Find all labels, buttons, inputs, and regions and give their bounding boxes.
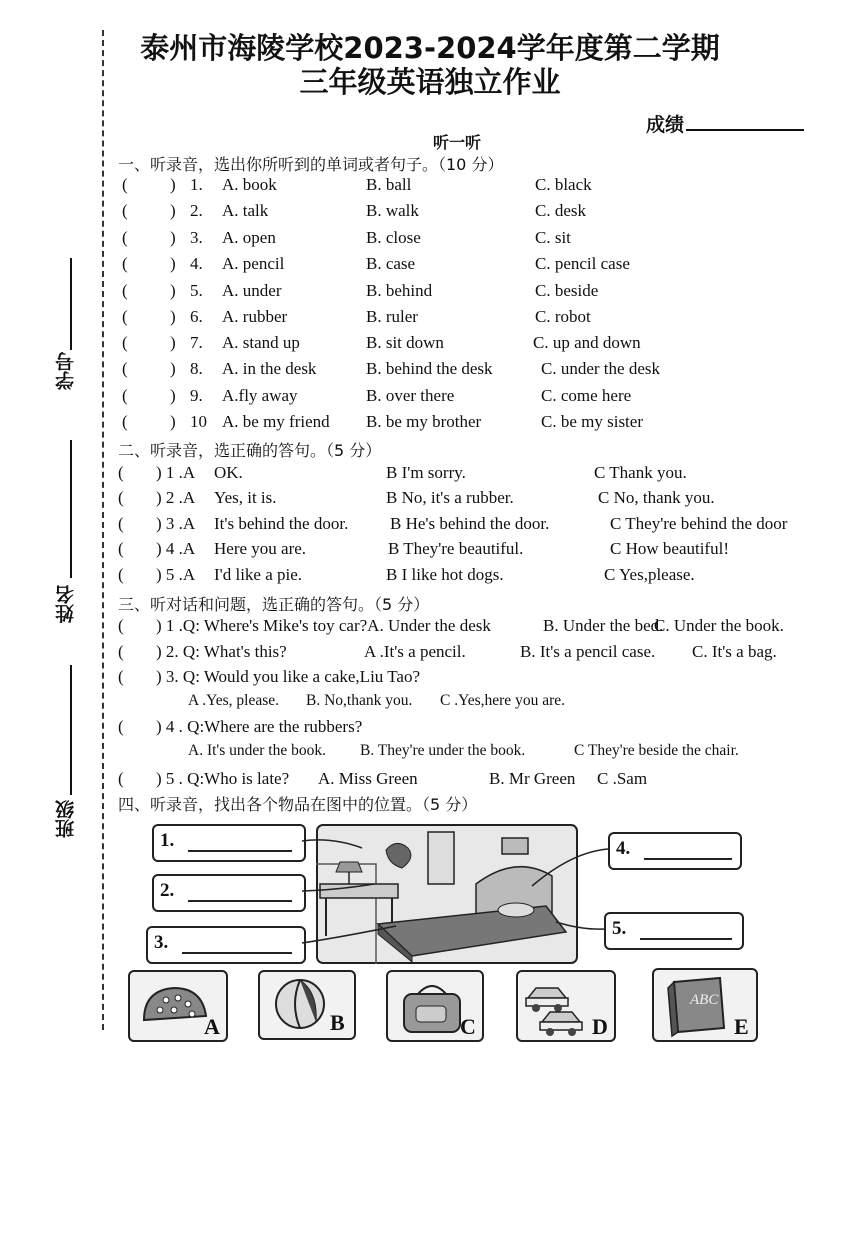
option-b: B. sit down — [366, 333, 444, 352]
item-number: ) 5 .A — [156, 565, 196, 584]
option-c: C No, thank you. — [598, 488, 715, 507]
answer-paren-close: ) — [170, 333, 176, 352]
item-number: 7. — [190, 333, 203, 352]
item-letter: B — [330, 1010, 345, 1035]
option-a: A. open — [222, 228, 276, 247]
section3-heading: 三、听对话和问题，选正确的答句。（5 分） — [118, 595, 430, 614]
item-number: 10 — [190, 412, 207, 431]
exam-title: 泰州市海陵学校2023-2024学年度第二学期 — [140, 31, 720, 65]
item-number: 1. — [190, 175, 203, 194]
option-a: A .It's a pencil. — [364, 642, 466, 661]
item-number: 8. — [190, 359, 203, 378]
item-number: ) 2 .A — [156, 488, 196, 507]
section1-item — [122, 175, 802, 199]
answer-paren[interactable]: ( — [118, 463, 124, 482]
part-heading: 听一听 — [433, 133, 482, 152]
option-b: B. close — [366, 228, 421, 247]
answer-paren-close: ) — [170, 386, 176, 405]
item-card-e — [652, 968, 758, 1042]
option-b: B. No,thank you. — [306, 692, 413, 709]
option-b: B. behind — [366, 281, 433, 300]
option-c: C They're beside the chair. — [574, 742, 739, 759]
score-field[interactable] — [646, 110, 804, 137]
section2-heading: 二、听录音，选正确的答句。（5 分） — [118, 441, 382, 460]
answer-paren-close: ) — [170, 175, 176, 194]
section1-item — [122, 386, 802, 410]
answer-paren[interactable]: ( — [122, 175, 128, 194]
option-c: C Yes,please. — [604, 565, 695, 584]
section1-item — [122, 201, 802, 225]
section1-item — [122, 412, 802, 436]
class-line — [70, 665, 72, 795]
answer-paren[interactable]: ( — [118, 717, 124, 736]
option-a: A. in the desk — [222, 359, 317, 378]
option-c: C How beautiful! — [610, 539, 729, 558]
label-number: 2. — [160, 880, 175, 901]
option-c: C .Sam — [597, 769, 648, 788]
option-a: Here you are. — [214, 539, 307, 558]
item-number: 5. — [190, 281, 203, 300]
option-b: B No, it's a rubber. — [386, 488, 514, 507]
option-b: B I like hot dogs. — [386, 565, 504, 584]
answer-paren[interactable]: ( — [118, 514, 124, 533]
class-label: 班级 — [55, 800, 77, 838]
item-card-a — [128, 970, 228, 1042]
option-b: B. ball — [366, 175, 412, 194]
option-b: B. They're under the book. — [360, 742, 526, 759]
option-c: C. up and down — [533, 333, 641, 352]
option-c: C. black — [535, 175, 592, 194]
answer-paren[interactable]: ( — [118, 565, 124, 584]
answer-paren[interactable]: ( — [122, 386, 128, 405]
option-a: It's behind the door. — [214, 514, 349, 533]
section3-question-2 — [118, 642, 818, 666]
option-b: B. behind the desk — [366, 359, 493, 378]
option-c: C. come here — [541, 386, 632, 405]
item-number: 4. — [190, 254, 203, 273]
option-c: C. be my sister — [541, 412, 643, 431]
option-b: B. case — [366, 254, 416, 273]
option-a: A.fly away — [222, 386, 298, 405]
question-text: ) 2. Q: What's this? — [156, 642, 287, 661]
option-c: C. pencil case — [535, 254, 630, 273]
answer-paren[interactable]: ( — [118, 616, 124, 635]
answer-paren-close: ) — [170, 412, 176, 431]
option-c: C. robot — [535, 307, 591, 326]
question-text: ) 5 . Q:Who is late? — [156, 769, 290, 788]
item-number: ) 1 .A — [156, 463, 196, 482]
option-a: OK. — [214, 463, 243, 482]
item-letter: C — [460, 1014, 476, 1039]
answer-paren[interactable]: ( — [122, 333, 128, 352]
option-a: A .Yes, please. — [188, 692, 279, 709]
option-b: B He's behind the door. — [390, 514, 550, 533]
option-b: B. ruler — [366, 307, 418, 326]
score-label: 成绩 — [646, 114, 685, 136]
option-b: B. be my brother — [366, 412, 482, 431]
name-line — [70, 440, 72, 578]
section1-item — [122, 228, 802, 252]
option-b: B. over there — [366, 386, 455, 405]
option-a: A. pencil — [222, 254, 285, 273]
option-c: C Thank you. — [594, 463, 687, 482]
option-c: C. beside — [535, 281, 599, 300]
option-c: C. desk — [535, 201, 586, 220]
item-letter: A — [204, 1014, 220, 1039]
section4-heading: 四、听录音，找出各个物品在图中的位置。（5 分） — [118, 795, 478, 814]
connector-lines — [112, 812, 802, 972]
student-number-label: 学号 — [55, 352, 77, 390]
answer-paren[interactable]: ( — [118, 488, 124, 507]
option-c: C They're behind the door — [610, 514, 788, 533]
option-b: B. Under the bed. — [543, 616, 664, 635]
label-number: 4. — [616, 838, 631, 859]
option-b: B. It's a pencil case. — [520, 642, 656, 661]
section1-item — [122, 254, 802, 278]
option-a: A. talk — [222, 201, 269, 220]
answer-paren[interactable]: ( — [122, 228, 128, 247]
option-c: C .Yes,here you are. — [440, 692, 565, 709]
section3-question-3-options — [188, 692, 788, 716]
question-text: ) 1 .Q: Where's Mike's toy car?A. Under the desk — [156, 616, 491, 635]
section3-question-4 — [118, 717, 818, 741]
answer-paren-close: ) — [170, 307, 176, 326]
section2-item — [118, 514, 808, 538]
section3-question-1 — [118, 616, 818, 640]
answer-paren-close: ) — [170, 359, 176, 378]
answer-paren[interactable]: ( — [118, 539, 124, 558]
answer-paren[interactable]: ( — [122, 307, 128, 326]
answer-paren-close: ) — [170, 228, 176, 247]
answer-paren[interactable]: ( — [118, 667, 124, 686]
option-b: B They're beautiful. — [388, 539, 524, 558]
answer-paren[interactable]: ( — [122, 359, 128, 378]
answer-paren-close: ) — [170, 254, 176, 273]
answer-paren[interactable]: ( — [118, 642, 124, 661]
section2-item — [118, 565, 808, 589]
item-card-c — [386, 970, 484, 1042]
item-number: ) 3 .A — [156, 514, 196, 533]
section2-item — [118, 463, 808, 487]
option-a: I'd like a pie. — [214, 565, 303, 584]
section2-item — [118, 488, 808, 512]
section1-heading: 一、听录音，选出你所听到的单词或者句子。（10 分） — [118, 155, 504, 174]
item-card-b — [258, 970, 356, 1040]
picture-area — [112, 812, 802, 1062]
option-b: B. walk — [366, 201, 419, 220]
label-number: 1. — [160, 830, 175, 851]
label-number: 3. — [154, 932, 169, 953]
answer-paren[interactable]: ( — [118, 769, 124, 788]
item-letter: D — [592, 1014, 608, 1039]
option-b: B I'm sorry. — [386, 463, 466, 482]
answer-paren[interactable]: ( — [122, 281, 128, 300]
name-label: 姓名 — [55, 585, 77, 623]
item-number: 9. — [190, 386, 203, 405]
option-c: C. under the desk — [541, 359, 660, 378]
section1-item — [122, 281, 802, 305]
answer-paren[interactable]: ( — [122, 412, 128, 431]
option-c: C. sit — [535, 228, 571, 247]
section3-question-4-options — [188, 742, 808, 766]
option-a: A. rubber — [222, 307, 288, 326]
option-a: A. Miss Green — [318, 769, 418, 788]
option-a: A. It's under the book. — [188, 742, 326, 759]
item-number: 2. — [190, 201, 203, 220]
option-c: C. It's a bag. — [692, 642, 777, 661]
section3-question-5 — [118, 769, 818, 793]
score-blank[interactable] — [686, 115, 804, 131]
item-card-d — [516, 970, 616, 1042]
binding-dashed-line — [102, 30, 104, 1030]
item-number: 6. — [190, 307, 203, 326]
option-a: A. under — [222, 281, 282, 300]
book-cover-text: ABC — [690, 992, 719, 1008]
item-number: ) 4 .A — [156, 539, 196, 558]
item-number: 3. — [190, 228, 203, 247]
answer-paren-close: ) — [170, 201, 176, 220]
section2-item — [118, 539, 808, 563]
answer-paren[interactable]: ( — [122, 254, 128, 273]
question-text: ) 4 . Q:Where are the rubbers? — [156, 717, 363, 736]
option-b: B. Mr Green — [489, 769, 576, 788]
option-a: A. stand up — [222, 333, 300, 352]
answer-paren[interactable]: ( — [122, 201, 128, 220]
exam-subtitle: 三年级英语独立作业 — [299, 65, 561, 99]
section1-item — [122, 307, 802, 331]
section1-item — [122, 333, 802, 357]
option-a: A. be my friend — [222, 412, 330, 431]
answer-paren-close: ) — [170, 281, 176, 300]
item-letter: E — [734, 1014, 749, 1039]
section1-item — [122, 359, 802, 383]
label-number: 5. — [612, 918, 627, 939]
section3-question-3 — [118, 667, 818, 691]
option-a: Yes, it is. — [214, 488, 277, 507]
option-c: C. Under the book. — [654, 616, 784, 635]
question-text: ) 3. Q: Would you like a cake,Liu Tao? — [156, 667, 421, 686]
student-number-line — [70, 258, 72, 350]
option-a: A. book — [222, 175, 277, 194]
